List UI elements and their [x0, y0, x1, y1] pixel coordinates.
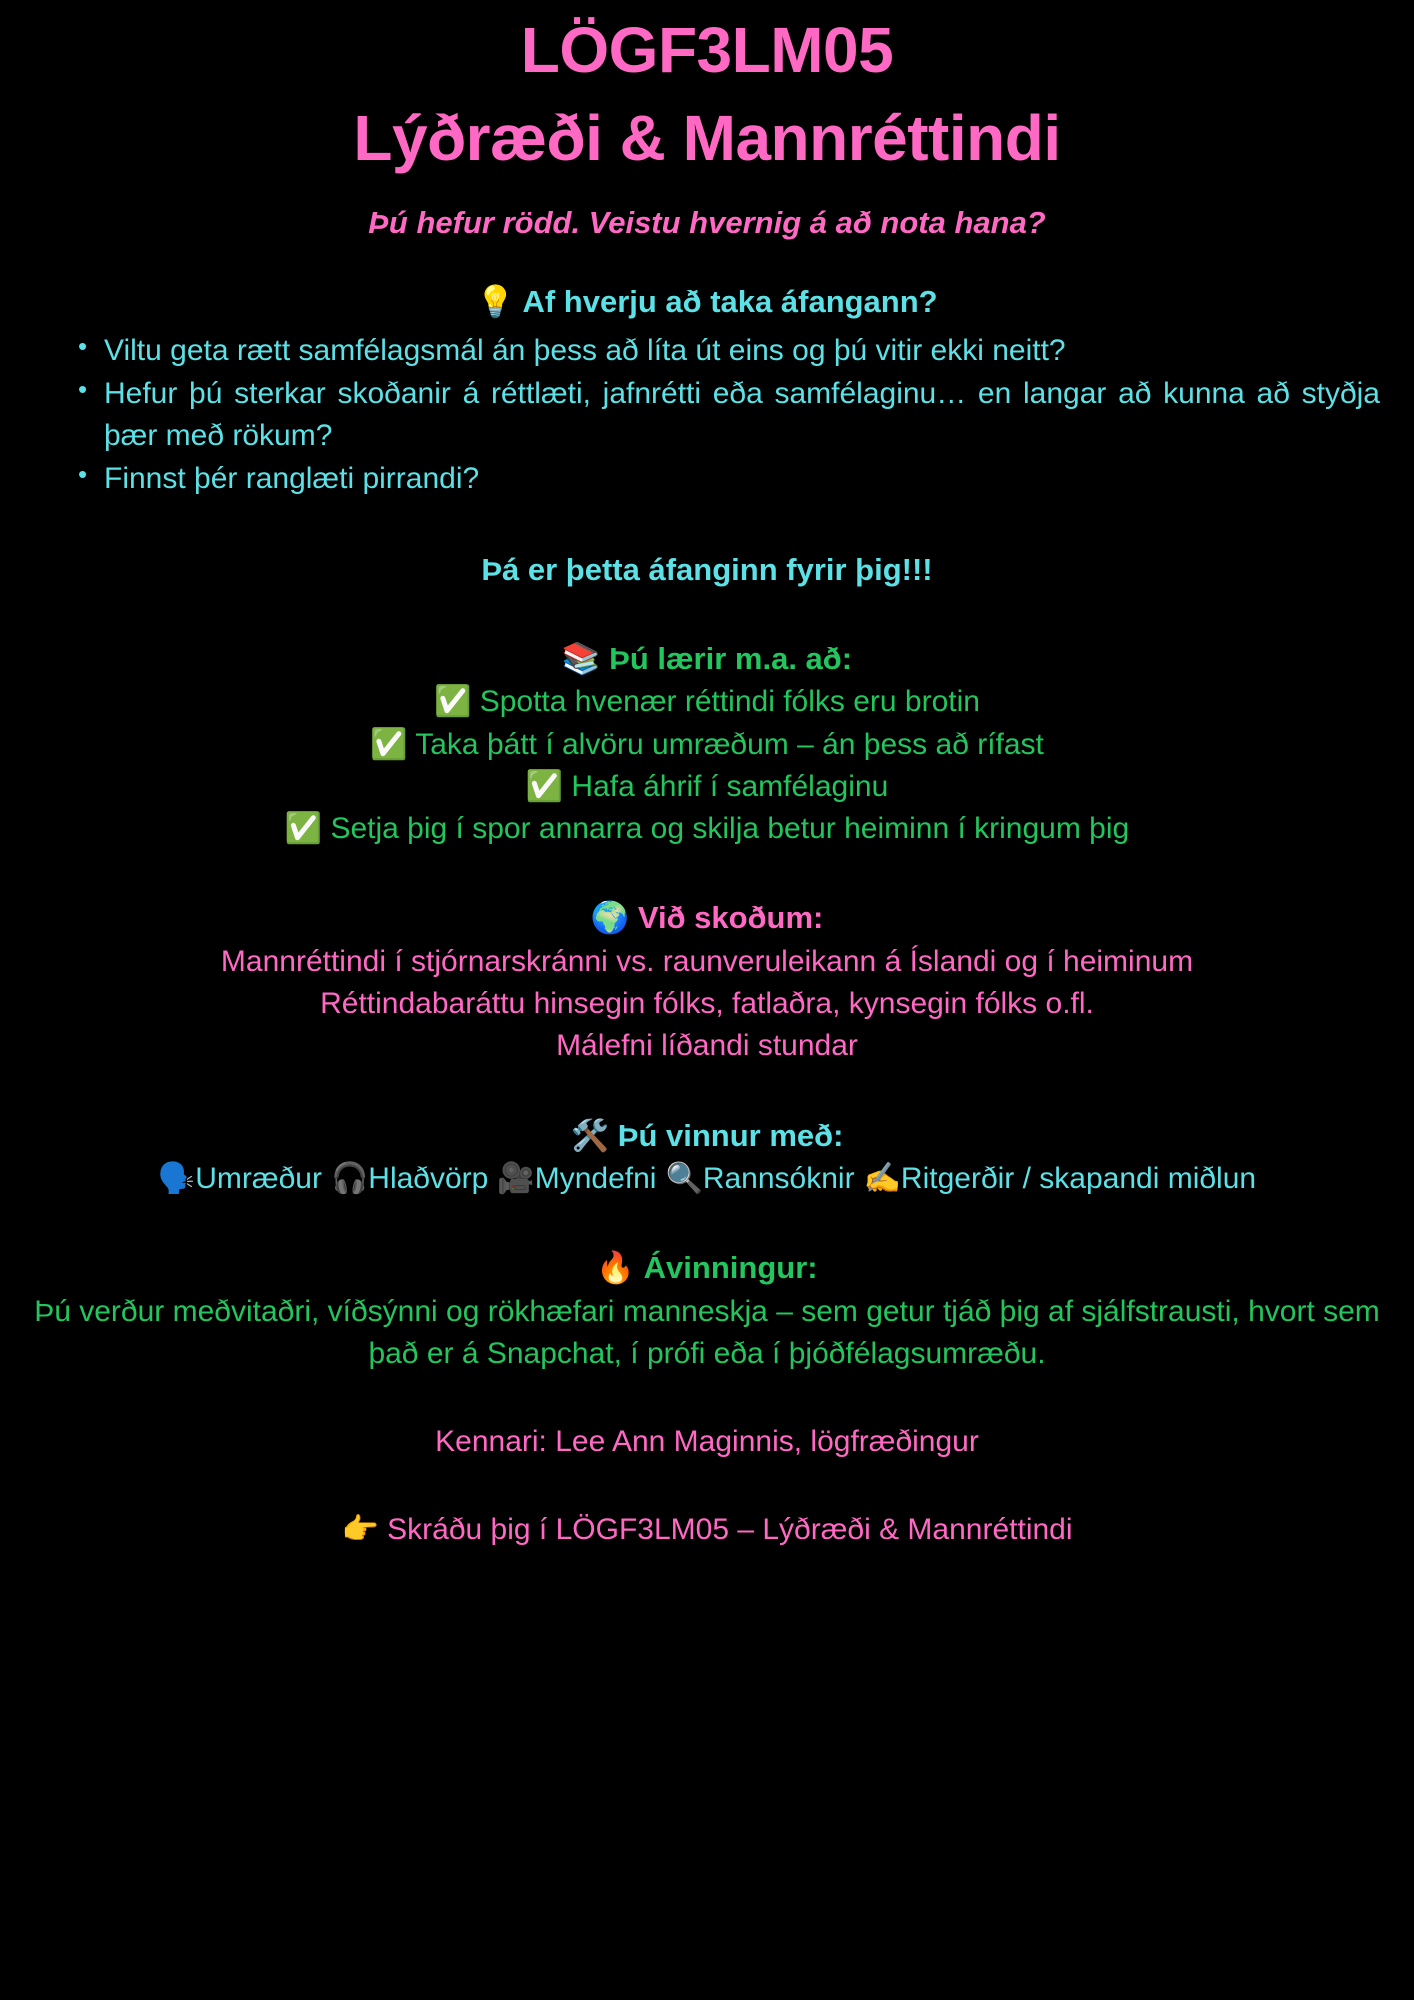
learn-section-heading-label: Þú lærir m.a. að: [609, 640, 853, 676]
list-item [665, 1162, 854, 1195]
spacer [22, 591, 1392, 637]
magnifying-glass-icon: 🔍 [665, 1161, 703, 1197]
list-item-label: Taka þátt í alvöru umræðum – án þess að rífast [415, 727, 1044, 761]
cta-line[interactable] [22, 1509, 1392, 1551]
why-section-heading [22, 280, 1392, 324]
spacer [22, 1068, 1392, 1114]
tools-icon: 🛠️ [570, 1117, 610, 1154]
list-item: • Viltu geta rætt samfélagsmál án þess að líta út eins og þú vitir ekki neitt? [78, 330, 1380, 371]
speaking-head-icon: 🗣️ [157, 1161, 196, 1197]
list-item [22, 681, 1392, 723]
list-item-label: Ritgerðir / skapandi miðlun [900, 1162, 1257, 1196]
why-callout: Þá er þetta áfanginn fyrir þig!!! [481, 551, 933, 587]
spacer [22, 1200, 1392, 1246]
spacer [22, 246, 1392, 280]
check-mark-icon: ✅ [434, 684, 472, 720]
spacer [22, 1463, 1392, 1509]
list-item [331, 1162, 488, 1195]
methods-item-list [22, 1158, 1392, 1200]
learn-item-list [22, 681, 1392, 850]
list-item [158, 1162, 322, 1195]
list-item-label: Hlaðvörp [368, 1162, 489, 1196]
methods-section-heading [22, 1114, 1392, 1158]
headphone-icon: 🎧 [330, 1161, 369, 1197]
why-bullet-list [22, 330, 1392, 500]
books-icon: 📚 [561, 640, 601, 677]
cta-label: Skráðu þig í LÖGF3LM05 – Lýðræði & Mannréttindi [387, 1513, 1073, 1547]
check-mark-icon: ✅ [284, 811, 323, 847]
writing-hand-icon: ✍️ [863, 1161, 901, 1197]
methods-section-heading-label: Þú vinnur með: [617, 1117, 844, 1153]
spacer [22, 502, 1392, 548]
list-item [497, 1162, 656, 1195]
title-block [22, 0, 1392, 246]
list-item [864, 1162, 1257, 1195]
list-item-label: Rannsóknir [702, 1162, 855, 1196]
list-item: • Finnst þér ranglæti pirrandi? [78, 458, 1380, 499]
list-item [22, 724, 1392, 766]
benefit-section-heading-label: Ávinningur: [643, 1250, 818, 1286]
list-item-label: Setja þig í spor annarra og skilja betur heiminn í kringum þig [330, 812, 1130, 846]
list-item-label: Hafa áhrif í samfélaginu [571, 769, 889, 803]
why-section-heading-label: Af hverju að taka áfangann? [522, 283, 938, 319]
list-item: Málefni líðandi stundar [556, 1029, 858, 1063]
check-mark-icon: ✅ [525, 768, 564, 804]
learn-section-heading [22, 637, 1392, 681]
list-item-label: Spotta hvenær réttindi fólks eru brotin [479, 685, 980, 719]
list-item-label: Myndefni [534, 1162, 657, 1196]
benefit-body-text: Þú verður meðvitaðri, víðsýnni og rökhæfari manneskja – sem getur tjáð þig af sjálfstrausti, hvort sem það er á Snapchat, í prófi eða í þjóðfélagsumræðu. [34, 1294, 1380, 1370]
topics-item-list [22, 941, 1392, 1068]
movie-camera-icon: 🎥 [497, 1161, 535, 1197]
topics-section-heading [22, 896, 1392, 940]
topics-section-heading-label: Við skoðum: [637, 900, 824, 936]
spacer [22, 1375, 1392, 1421]
list-item: Réttindabaráttu hinsegin fólks, fatlaðra, kynsegin fólks o.fl. [320, 987, 1094, 1021]
list-item [22, 808, 1392, 850]
pointing-right-icon: 👉 [341, 1512, 379, 1548]
course-code-title: LÖGF3LM05 [520, 14, 894, 86]
check-mark-icon: ✅ [370, 726, 408, 762]
globe-icon: 🌍 [590, 900, 630, 937]
tagline: Þú hefur rödd. Veistu hvernig á að nota hana? [368, 204, 1046, 240]
light-bulb-icon: 💡 [476, 283, 515, 320]
benefit-section-heading [22, 1246, 1392, 1290]
benefit-body [22, 1291, 1392, 1376]
teacher-line: Kennari: Lee Ann Maginnis, lögfræðingur [435, 1425, 979, 1459]
list-item [22, 766, 1392, 808]
list-item-label: Umræður [195, 1162, 322, 1196]
spacer [22, 850, 1392, 896]
course-name-title: Lýðræði & Mannréttindi [353, 102, 1061, 175]
fire-icon: 🔥 [596, 1250, 636, 1287]
list-item: Mannréttindi í stjórnarskránni vs. raunveruleikann á Íslandi og í heiminum [220, 944, 1194, 978]
list-item: • Hefur þú sterkar skoðanir á réttlæti, jafnrétti eða samfélaginu… en langar að kunna að styðja þær með rökum? [78, 373, 1380, 456]
